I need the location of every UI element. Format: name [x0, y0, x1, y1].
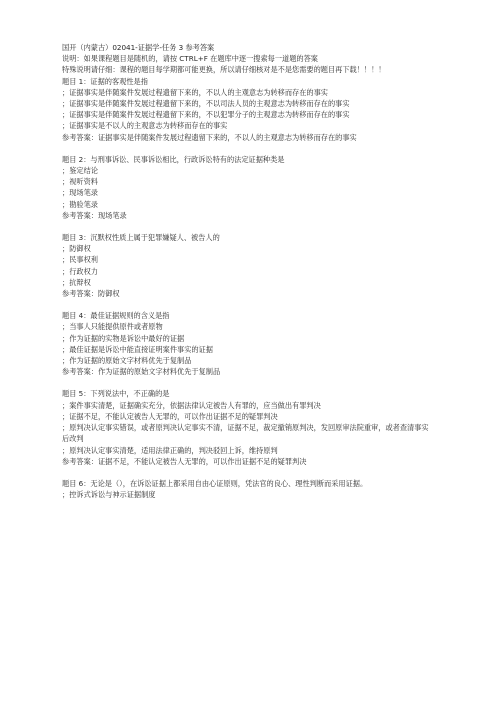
question-stem: 题目 2：与刑事诉讼、民事诉讼相比，行政诉讼特有的法定证据种类是	[62, 154, 285, 164]
spacer	[62, 143, 434, 154]
answer-option: ；现场笔录	[62, 188, 98, 198]
answer-option: ；证据事实是不以人的主观意志为转移而存在的事实	[62, 121, 228, 131]
reference-answer: 参考答案：证据不足，不能认定被告人无罪的，可以作出证据不足的疑罪判决	[62, 456, 307, 466]
answer-option: ；原判决认定事实错误，或者原判决认定事实不清，证据不足，裁定撤销原判决，发回原审法院重审，或者查清事实后改判	[62, 423, 429, 444]
spacer	[62, 467, 434, 478]
answer-option: ；证据事实是伴随案件发展过程遗留下来的，不以人的主观意志为转移而存在的事实	[62, 87, 328, 97]
spacer	[62, 377, 434, 388]
answer-option: ；作为证据的实物是诉讼中最好的证据	[62, 333, 185, 343]
answer-option: ；当事人只能提供原件或者原物	[62, 322, 163, 332]
answer-option: ；行政权力	[62, 266, 98, 276]
question-stem: 题目 1：证据的客观性是指	[62, 76, 148, 86]
answer-option: ；原判决认定事实清楚，适用法律正确的，判决驳回上诉，维持原判	[62, 445, 278, 455]
spacer	[62, 221, 434, 232]
answer-option: ；证据不足，不能认定被告人无罪的，可以作出证据不足的疑罪判决	[62, 411, 278, 421]
document-title: 国开（内蒙古）02041-证据学-任务 3 参考答案	[62, 43, 215, 52]
answer-option: ；证据事实是伴随案件发展过程遗留下来的，不以犯罪分子的主观意志为转移而存在的事实	[62, 110, 350, 120]
reference-answer: 参考答案：作为证据的原始文字材料优先于复制品	[62, 367, 221, 377]
answer-option: ；鉴定结论	[62, 166, 98, 176]
reference-answer: 参考答案：现场笔录	[62, 210, 127, 220]
question-stem: 题目 3：沉默权性质上属于犯罪嫌疑人、被告人的	[62, 233, 220, 243]
answer-option: ；防御权	[62, 244, 91, 254]
search-instruction: 说明：如果课程题目是随机的，请按 CTRL+F 在题库中逐一搜索每一道题的答案	[62, 54, 318, 64]
answer-option: ；勘验笔录	[62, 199, 98, 209]
answer-option: ；作为证据的原始文字材料优先于复制品	[62, 356, 192, 366]
answer-option: ；视听资料	[62, 177, 98, 187]
answer-option: ；案件事实清楚，证据确实充分，依据法律认定被告人有罪的，应当做出有罪判决	[62, 400, 321, 410]
document-body	[62, 42, 434, 500]
reference-answer: 参考答案：防御权	[62, 289, 120, 299]
answer-option: ；证据事实是伴随案件发展过程遗留下来的，不以司法人员的主观意志为转移而存在的事实	[62, 99, 350, 109]
answer-option: ；控诉式诉讼与神示证据制度	[62, 490, 156, 500]
answer-option: ；最佳证据是诉讼中能直接证明案件事实的证据	[62, 344, 213, 354]
spacer	[62, 299, 434, 310]
answer-option: ；抗辩权	[62, 277, 91, 287]
question-stem: 题目 6：无论是（），在诉讼证据上都采用自由心证原则，凭法官的良心、理性判断而采用证据。	[62, 478, 368, 488]
reference-answer: 参考答案：证据事实是伴随案件发展过程遗留下来的，不以人的主观意志为转移而存在的事实	[62, 132, 357, 142]
question-stem: 题目 5：下列说法中，不正确的是	[62, 389, 170, 399]
special-notice: 特殊说明请仔细：课程的题目每学期都可能更换，所以请仔细核对是不是您需要的题目再下载！！！！	[62, 65, 386, 75]
question-stem: 题目 4：最佳证据规则的含义是指	[62, 311, 170, 321]
answer-option: ；民事权利	[62, 255, 98, 265]
